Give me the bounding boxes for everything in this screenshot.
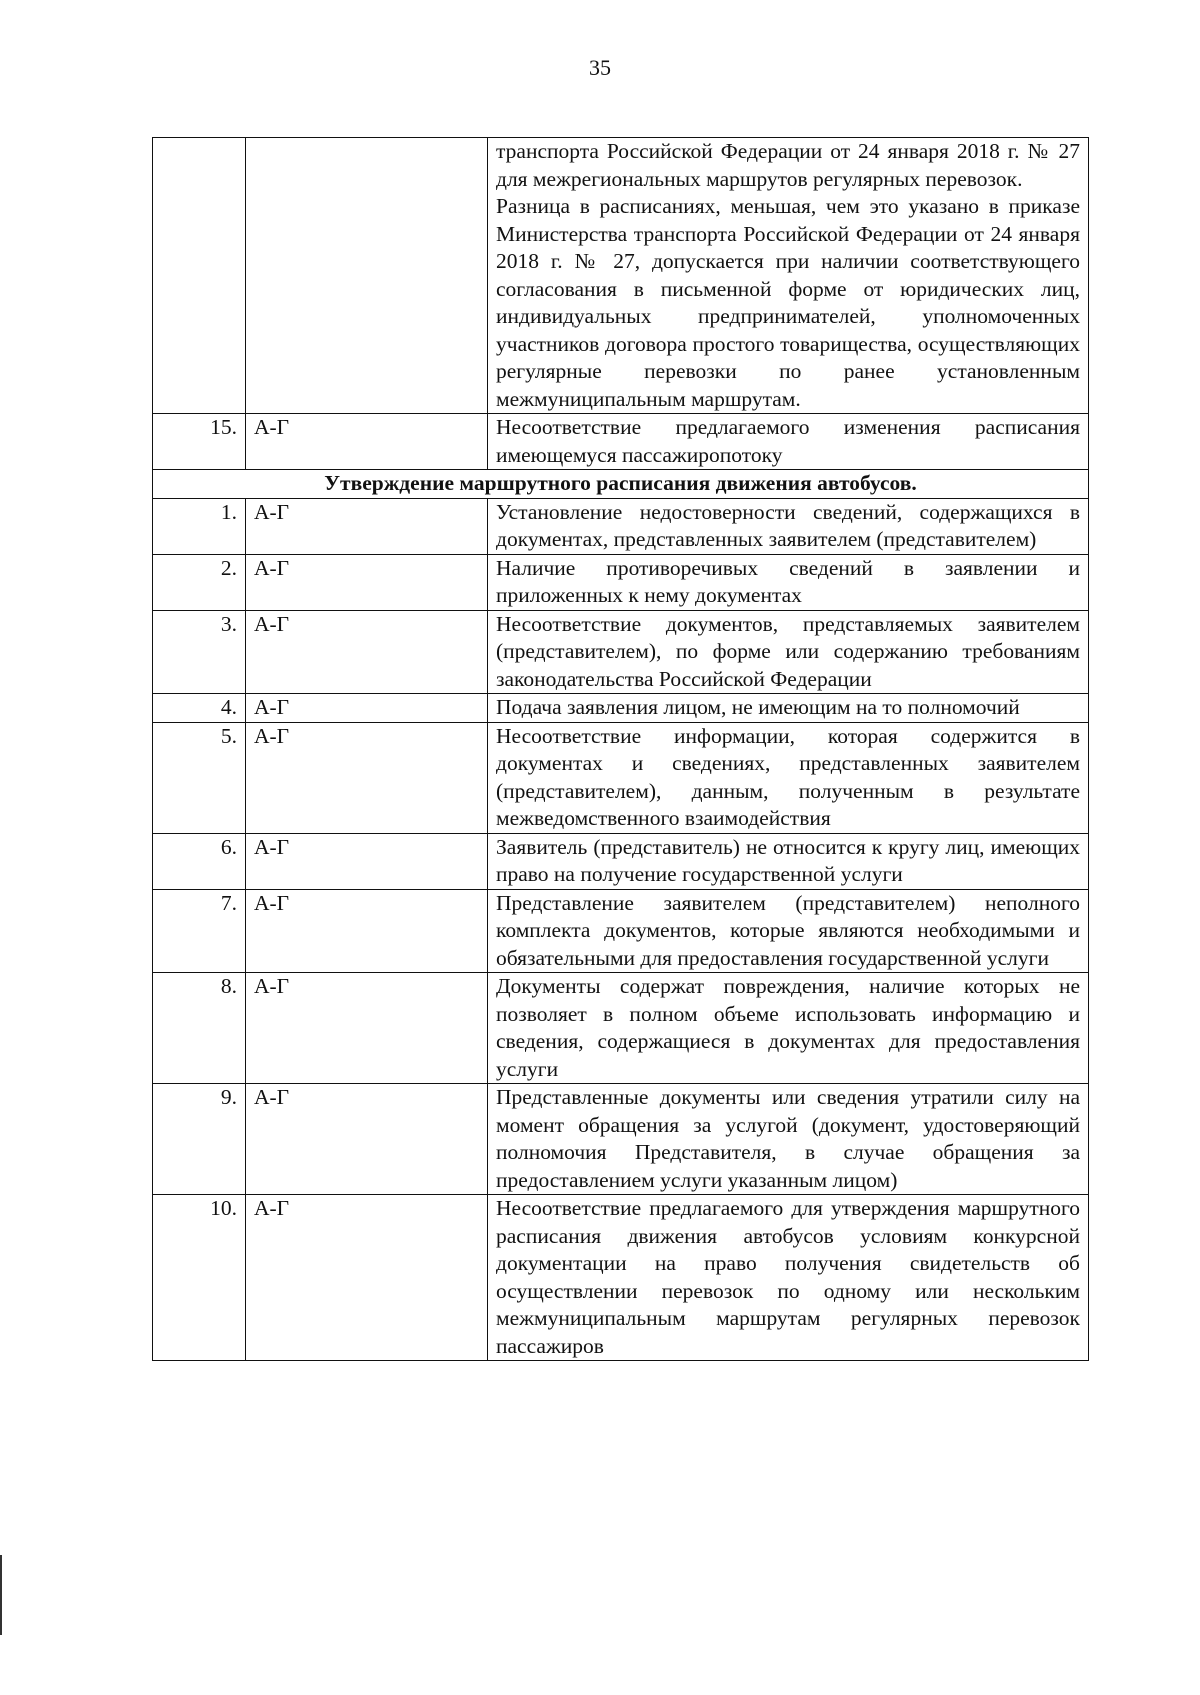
row-text: Заявитель (представитель) не относится к кругу лиц, имеющих право на получение государственной услуги	[488, 833, 1089, 889]
table-row	[153, 833, 1089, 889]
row-text: Подача заявления лицом, не имеющим на то полномочий	[488, 694, 1089, 723]
table-row	[153, 1195, 1089, 1361]
row-text: Несоответствие документов, представляемых заявителем (представителем), по форме или содержанию требованиям законодательства Российской Федерации	[488, 610, 1089, 694]
row-number-cell	[153, 138, 246, 414]
row-code: А-Г	[246, 1084, 488, 1195]
row-number: 8.	[153, 973, 246, 1084]
scan-edge-mark	[0, 1555, 2, 1635]
row-code: А-Г	[246, 973, 488, 1084]
section-header-row	[153, 470, 1089, 499]
row-number: 10.	[153, 1195, 246, 1361]
row-text: Несоответствие предлагаемого для утверждения маршрутного расписания движения автобусов условиям конкурсной документации на право получения свидетельств об осуществлении перевозок по одному или нескольким межмуниципальным маршрутам регулярных перевозок пассажиров	[488, 1195, 1089, 1361]
table-row	[153, 554, 1089, 610]
row-code: А-Г	[246, 414, 488, 470]
table-row	[153, 414, 1089, 470]
row-code: А-Г	[246, 610, 488, 694]
row-text: Несоответствие информации, которая содержится в документах и сведениях, представленных заявителем (представителем), данным, полученным в результате межведомственного взаимодействия	[488, 722, 1089, 833]
row-text: Несоответствие предлагаемого изменения расписания имеющемуся пассажиропотоку	[488, 414, 1089, 470]
row-number: 1.	[153, 498, 246, 554]
row-number: 3.	[153, 610, 246, 694]
table-row-continuation	[153, 138, 1089, 414]
row-number: 15.	[153, 414, 246, 470]
table-row	[153, 889, 1089, 973]
row-text: Представленные документы или сведения утратили силу на момент обращения за услугой (документ, удостоверяющий полномочия Представителя, в случае обращения за предоставлением услуги указанным лицом)	[488, 1084, 1089, 1195]
row-text: Представление заявителем (представителем) неполного комплекта документов, которые являются необходимыми и обязательными для предоставления государственной услуги	[488, 889, 1089, 973]
row-code-cell	[246, 138, 488, 414]
row-text: Документы содержат повреждения, наличие которых не позволяет в полном объеме использовать информацию и сведения, содержащиеся в документах для предоставления услуги	[488, 973, 1089, 1084]
row-number: 7.	[153, 889, 246, 973]
row-code: А-Г	[246, 694, 488, 723]
table-row	[153, 498, 1089, 554]
continuation-paragraph: Разница в расписаниях, меньшая, чем это указано в приказе Министерства транспорта Российской Федерации от 24 января 2018 г. № 27, допускается при наличии соответствующего согласования в письменной форме от юридических лиц, индивидуальных предпринимателей, уполномоченных участников договора простого товарищества, осуществляющих регулярные перевозки по ранее установленным межмуниципальным маршрутам.	[496, 194, 1080, 411]
row-number: 2.	[153, 554, 246, 610]
table-row	[153, 722, 1089, 833]
row-text: Наличие противоречивых сведений в заявлении и приложенных к нему документах	[488, 554, 1089, 610]
row-text-cell	[488, 138, 1089, 414]
row-number: 5.	[153, 722, 246, 833]
section-title: Утверждение маршрутного расписания движения автобусов.	[153, 470, 1089, 499]
row-code: А-Г	[246, 889, 488, 973]
table-row	[153, 694, 1089, 723]
table-row	[153, 610, 1089, 694]
row-number: 4.	[153, 694, 246, 723]
row-code: А-Г	[246, 1195, 488, 1361]
row-code: А-Г	[246, 833, 488, 889]
row-number: 9.	[153, 1084, 246, 1195]
table-row	[153, 1084, 1089, 1195]
row-code: А-Г	[246, 554, 488, 610]
page-number: 35	[589, 55, 611, 80]
table-row	[153, 973, 1089, 1084]
row-code: А-Г	[246, 498, 488, 554]
grounds-table	[152, 137, 1089, 1361]
row-code: А-Г	[246, 722, 488, 833]
continuation-paragraph: транспорта Российской Федерации от 24 января 2018 г. № 27 для межрегиональных маршрутов регулярных перевозок.	[496, 139, 1080, 191]
row-text: Установление недостоверности сведений, содержащихся в документах, представленных заявителем (представителем)	[488, 498, 1089, 554]
row-number: 6.	[153, 833, 246, 889]
